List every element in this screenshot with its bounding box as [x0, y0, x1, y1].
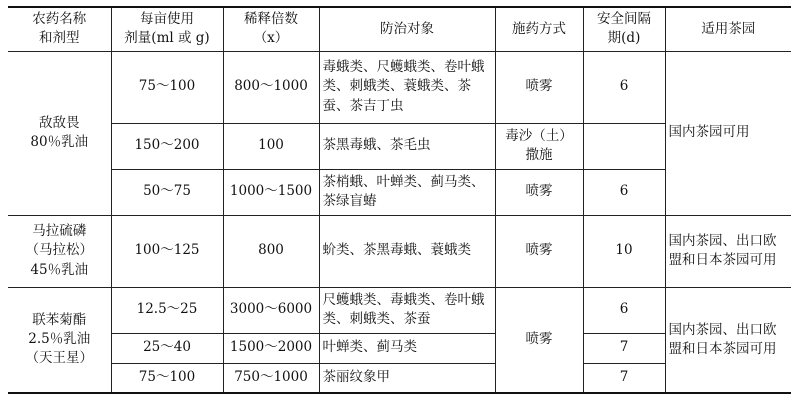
- dilution-cell: 100: [223, 123, 319, 169]
- dilution-cell: 1000～1500: [223, 169, 319, 215]
- table-row: [8, 287, 791, 333]
- col-header-dose: 每亩使用 剂量(ml 或 g): [111, 7, 223, 51]
- dilution-cell: 750～1000: [223, 363, 319, 393]
- dose-cell: 150～200: [111, 123, 223, 169]
- method-cell: 喷雾: [495, 51, 583, 123]
- method-cell: 喷雾: [495, 169, 583, 215]
- dose-cell: 75～100: [111, 363, 223, 393]
- dose-cell: 75～100: [111, 51, 223, 123]
- interval-cell: 6: [583, 287, 665, 333]
- header-row: [8, 7, 791, 51]
- targets-cell: 尺蠖蛾类、毒蛾类、卷叶蛾类、刺蛾类、茶蚕: [319, 287, 495, 333]
- method-cell: 喷雾: [495, 287, 583, 393]
- dose-cell: 100～125: [111, 215, 223, 287]
- interval-cell: 6: [583, 169, 665, 215]
- pesticide-name: 敌敌畏 80％乳油: [8, 51, 111, 215]
- interval-cell: 7: [583, 333, 665, 363]
- col-header-targets: 防治对象: [319, 7, 495, 51]
- dose-cell: 50～75: [111, 169, 223, 215]
- dilution-cell: 800～1000: [223, 51, 319, 123]
- interval-cell: 10: [583, 215, 665, 287]
- pesticide-name: 马拉硫磷 （马拉松） 45％乳油: [8, 215, 111, 287]
- interval-cell: [583, 123, 665, 169]
- method-cell: 毒沙（土） 撒施: [495, 123, 583, 169]
- pesticide-table: [8, 6, 791, 394]
- targets-cell: 毒蛾类、尺蠖蛾类、卷叶蛾类、刺蛾类、蓑蛾类、茶蚕、茶吉丁虫: [319, 51, 495, 123]
- targets-cell: 茶梢蛾、叶蝉类、蓟马类、茶绿盲蝽: [319, 169, 495, 215]
- col-header-method: 施药方式: [495, 7, 583, 51]
- table-row: [8, 51, 791, 123]
- col-header-interval: 安全间隔 期(d): [583, 7, 665, 51]
- targets-cell: 蚧类、茶黑毒蛾、蓑蛾类: [319, 215, 495, 287]
- col-header-dilution: 稀释倍数 （x）: [223, 7, 319, 51]
- table-row: [8, 215, 791, 287]
- dilution-cell: 3000～6000: [223, 287, 319, 333]
- col-header-name: 农药名称 和剂型: [8, 7, 111, 51]
- method-cell: 喷雾: [495, 215, 583, 287]
- dose-cell: 25～40: [111, 333, 223, 363]
- interval-cell: 7: [583, 363, 665, 393]
- gardens-cell: 国内茶园、出口欧盟和日本茶园可用: [665, 287, 791, 393]
- dilution-cell: 1500～2000: [223, 333, 319, 363]
- col-header-gardens: 适用茶园: [665, 7, 791, 51]
- targets-cell: 叶蝉类、蓟马类: [319, 333, 495, 363]
- gardens-cell: 国内茶园可用: [665, 51, 791, 215]
- dose-cell: 12.5～25: [111, 287, 223, 333]
- targets-cell: 茶丽纹象甲: [319, 363, 495, 393]
- gardens-cell: 国内茶园、出口欧盟和日本茶园可用: [665, 215, 791, 287]
- interval-cell: 6: [583, 51, 665, 123]
- targets-cell: 茶黑毒蛾、茶毛虫: [319, 123, 495, 169]
- dilution-cell: 800: [223, 215, 319, 287]
- pesticide-name: 联苯菊酯 2.5％乳油 （天王星）: [8, 287, 111, 393]
